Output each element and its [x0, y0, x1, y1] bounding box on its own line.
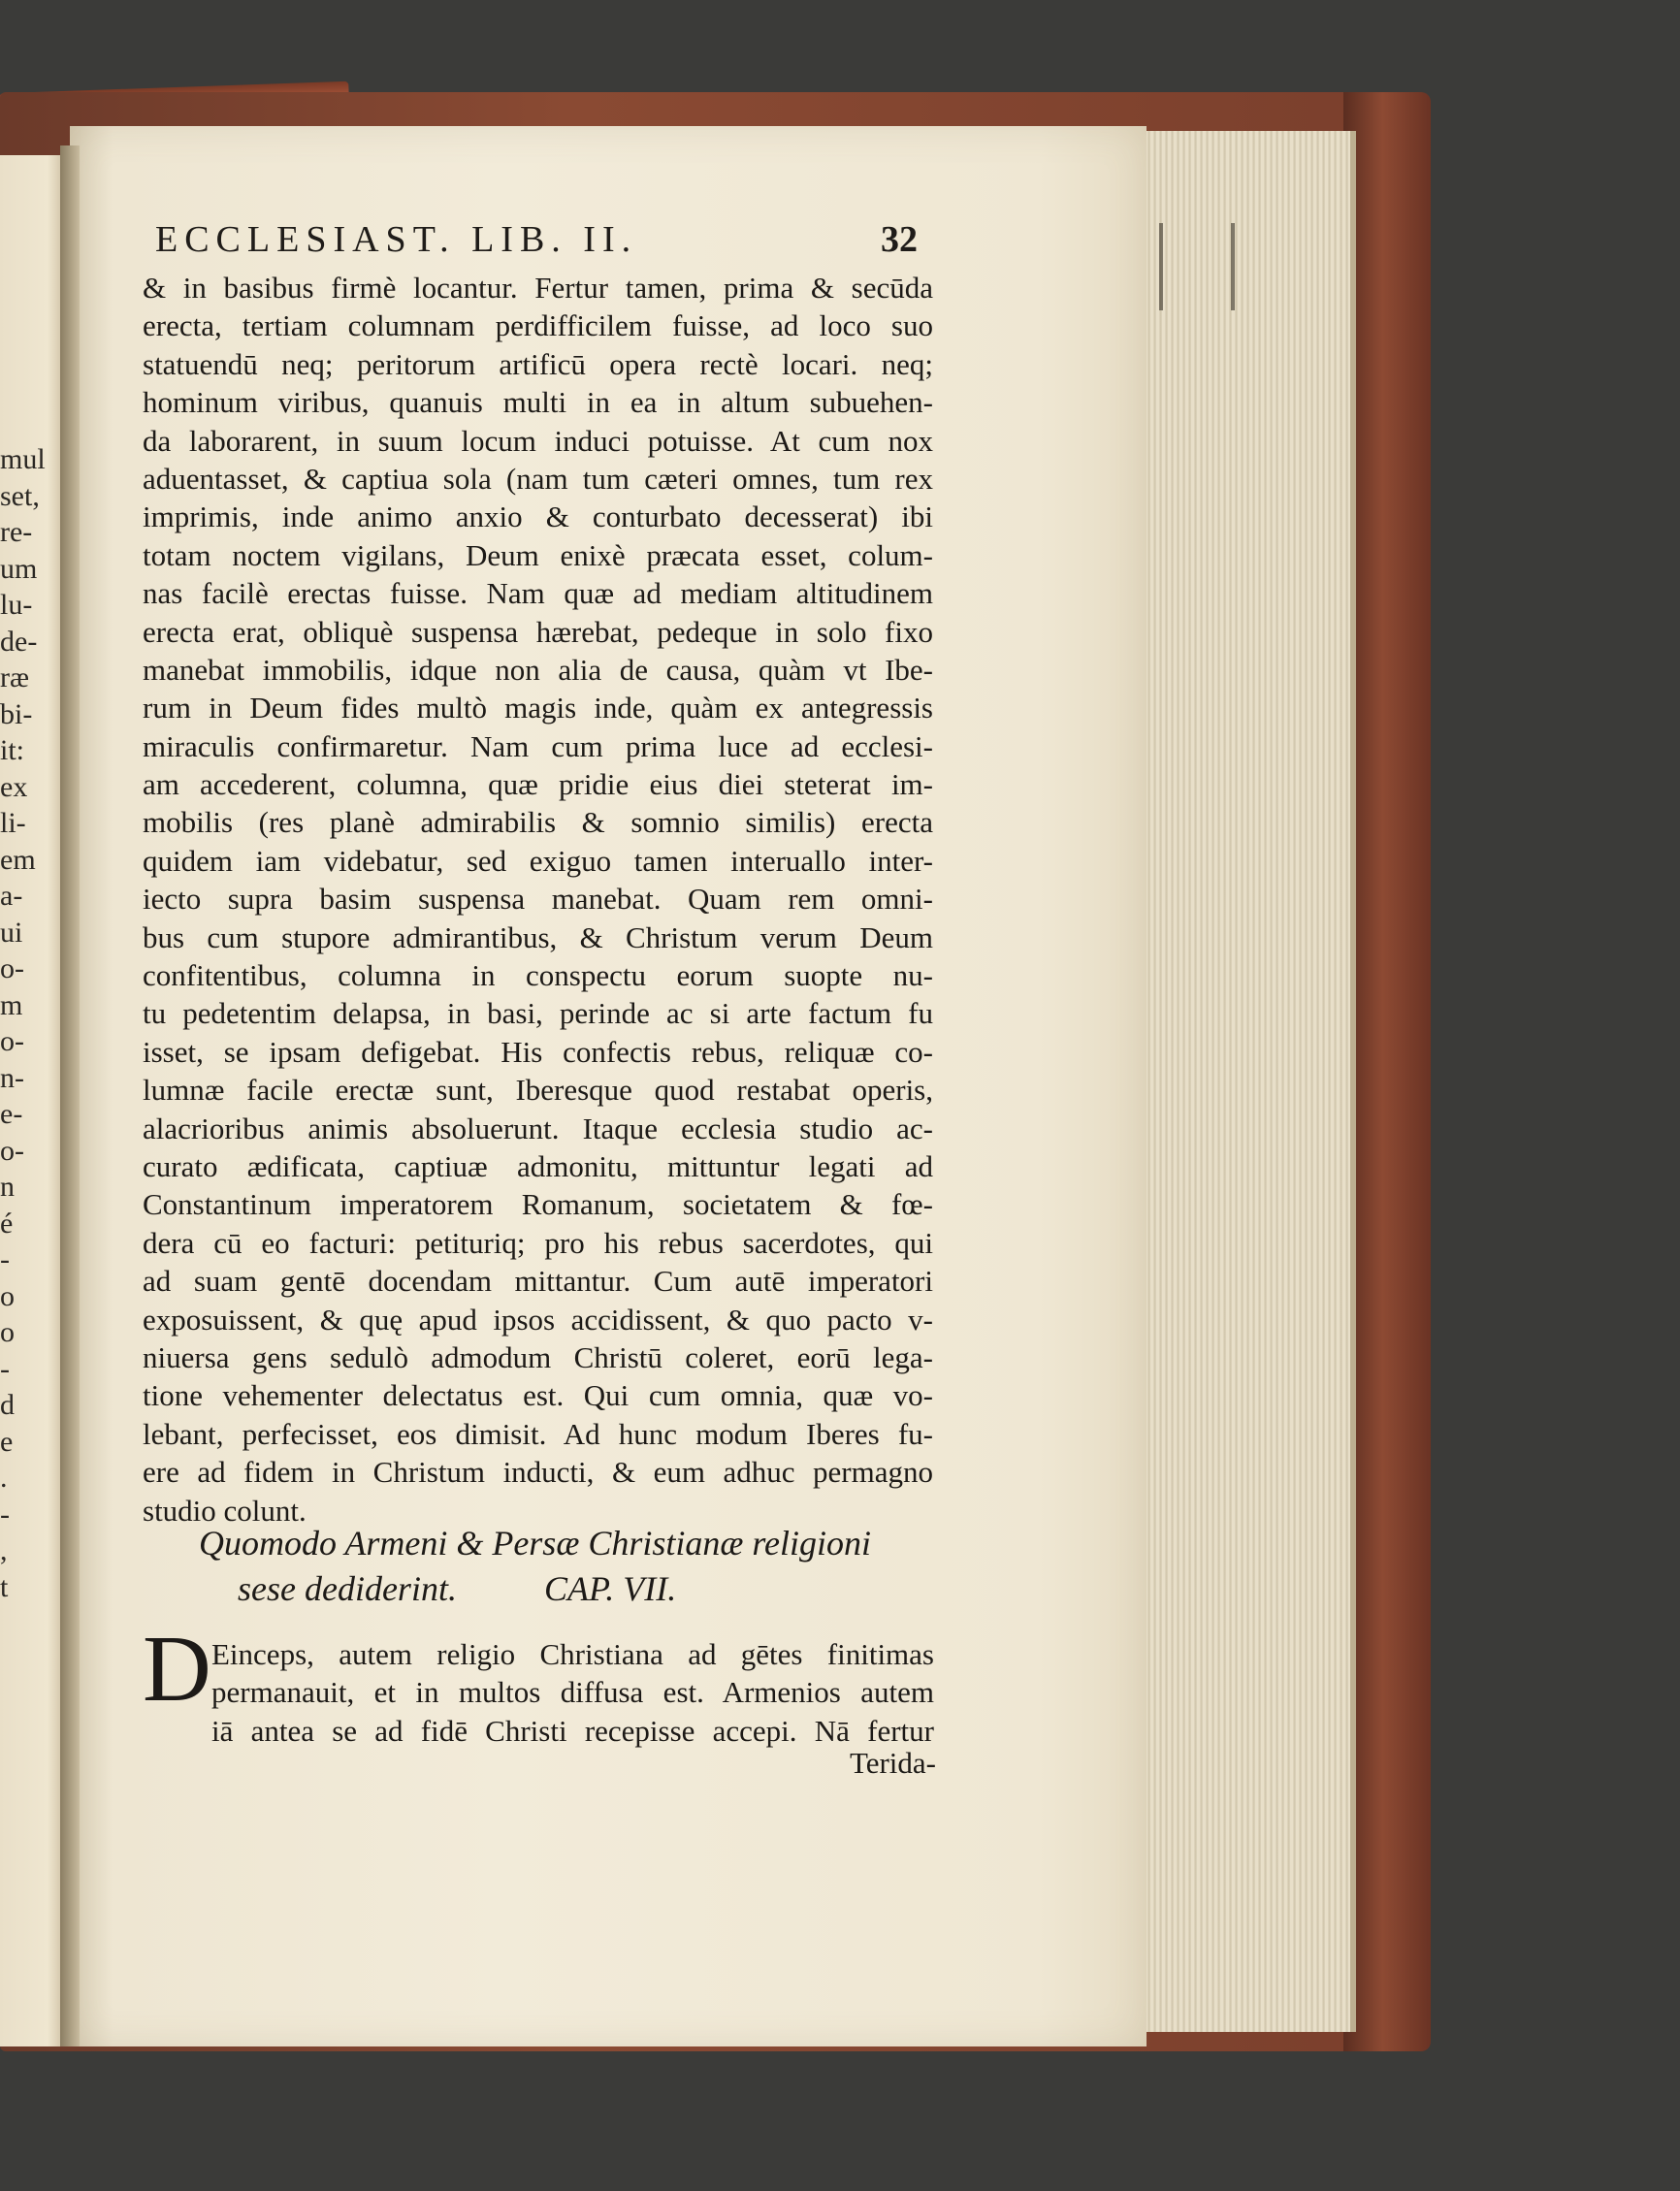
text-line: erecta erat, obliquè suspensa hærebat, pedeque in solo fixo [143, 614, 933, 649]
left-text-fragment: o [0, 1279, 15, 1312]
text-line: tione vehementer delectatus est. Qui cum omnia, quæ vo- [143, 1378, 933, 1413]
left-text-fragment: lu- [0, 589, 33, 621]
left-text-fragment: re- [0, 516, 33, 548]
text-line: manebat immobilis, idque non alia de causa, quàm vt Ibe- [143, 652, 933, 687]
left-page-text [0, 441, 58, 1605]
left-text-fragment: bi- [0, 697, 33, 730]
text-line: confitentibus, columna in conspectu eorum suopte nu- [143, 958, 933, 993]
text-line: alacrioribus animis absoluerunt. Itaque ecclesia studio ac- [143, 1111, 933, 1145]
thumb-tab [1159, 223, 1235, 310]
text-line: Einceps, autem religio Christiana ad gētes finitimas [211, 1637, 934, 1671]
text-line: aduentasset, & captiua sola (nam tum cæteri omnes, tum rex [143, 461, 933, 496]
text-line: ere ad fidem in Christum inducti, & eum adhuc permagno [143, 1455, 933, 1490]
left-page [0, 155, 68, 2046]
text-line: da laborarent, in suum locum induci potuisse. At cum nox [143, 423, 933, 458]
text-line: hominum viribus, quanuis multi in ea in altum subuehen- [143, 385, 933, 420]
left-text-fragment: , [0, 1534, 8, 1566]
chapter-title-line: Quomodo Armeni & Persæ Christianæ religioni [199, 1524, 872, 1563]
running-head: ECCLESIAST. LIB. II. [155, 219, 638, 260]
left-text-fragment: it: [0, 734, 25, 766]
left-text-fragment: em [0, 843, 36, 876]
left-text-fragment: e [0, 1425, 14, 1458]
text-line: lumnæ facile erectæ sunt, Iberesque quod restabat operis, [143, 1073, 933, 1108]
gutter [60, 145, 80, 2046]
left-text-fragment: o- [0, 1134, 24, 1167]
text-line: iā antea se ad fidē Christi recepisse accepi. Nā fertur [211, 1713, 934, 1748]
left-text-fragment: de- [0, 625, 38, 658]
text-line: isset, se ipsam defigebat. His confectis rebus, reliquæ co- [143, 1034, 933, 1069]
text-line: studio colunt. [143, 1493, 307, 1528]
text-line: miraculis confirmaretur. Nam cum prima luce ad ecclesi- [143, 728, 933, 763]
text-line: exposuissent, & quę apud ipsos accidissent, & quo pacto v- [143, 1302, 933, 1337]
left-text-fragment: o [0, 1316, 15, 1348]
text-line: iecto supra basim suspensa manebat. Quam rem omni- [143, 882, 933, 917]
left-text-fragment: o- [0, 1025, 24, 1057]
body-text [143, 269, 933, 1530]
left-text-fragment: - [0, 1352, 10, 1385]
chapter-text [211, 1635, 934, 1750]
page-number: 32 [881, 219, 918, 260]
left-text-fragment: li- [0, 807, 26, 839]
left-text-fragment: o- [0, 952, 24, 984]
chapter-title-line2: sese dediderint. [238, 1569, 457, 1608]
left-text-fragment: um [0, 552, 38, 585]
text-line: & in basibus firmè locantur. Fertur tamen, prima & secūda [143, 271, 933, 305]
text-line: dera cū eo facturi: petituriq; pro his rebus sacerdotes, qui [143, 1225, 933, 1260]
text-line: bus cum stupore admirantibus, & Christum verum Deum [143, 919, 933, 954]
text-line: permanauit, et in multos diffusa est. Armenios autem [211, 1675, 934, 1710]
left-text-fragment: mul [0, 443, 46, 475]
text-line: mobilis (res planè admirabilis & somnio similis) erecta [143, 805, 933, 840]
text-line: quidem iam videbatur, sed exiguo tamen interuallo inter- [143, 843, 933, 878]
left-text-fragment: n [0, 1171, 15, 1203]
left-text-fragment: set, [0, 479, 40, 512]
catchword: Terida- [849, 1746, 936, 1780]
text-line: tu pedetentim delapsa, in basi, perinde ac si arte factum fu [143, 996, 933, 1031]
left-text-fragment: ex [0, 770, 28, 803]
left-text-fragment: t [0, 1570, 9, 1603]
left-text-fragment: é [0, 1207, 14, 1240]
text-line: erecta, tertiam columnam perdifficilem fuisse, ad loco suo [143, 308, 933, 343]
left-text-fragment: d [0, 1389, 15, 1421]
page-edges [1145, 131, 1356, 2032]
left-text-fragment: ræ [0, 661, 29, 693]
chapter-title [199, 1521, 917, 1612]
left-text-fragment: e- [0, 1098, 23, 1130]
left-text-fragment: ui [0, 916, 23, 949]
drop-cap: D [143, 1617, 211, 1722]
book-spine-edge [1343, 92, 1431, 2051]
text-line: nas facilè erectas fuisse. Nam quæ ad mediam altitudinem [143, 576, 933, 611]
text-line: totam noctem vigilans, Deum enixè præcata esset, colum- [143, 537, 933, 572]
text-line: rum in Deum fides multò magis inde, quàm ex antegressis [143, 691, 933, 725]
text-line: am accederent, columna, quæ pridie eius diei steterat im- [143, 767, 933, 802]
left-text-fragment: m [0, 988, 23, 1021]
text-line: Constantinum imperatorem Romanum, societatem & fœ- [143, 1187, 933, 1222]
text-line: statuendū neq; peritorum artificū opera rectè locari. neq; [143, 346, 933, 381]
left-text-fragment: - [0, 1243, 10, 1275]
left-text-fragment: . [0, 1462, 8, 1494]
text-line: curato ædificata, captiuæ admonitu, mittuntur legati ad [143, 1148, 933, 1183]
text-line: ad suam gentē docendam mittantur. Cum autē imperatori [143, 1264, 933, 1299]
text-line: niuersa gens sedulò admodum Christū coleret, eorū lega- [143, 1339, 933, 1374]
left-text-fragment: n- [0, 1061, 24, 1094]
left-text-fragment: a- [0, 880, 23, 912]
chapter-title-line [199, 1566, 917, 1612]
chapter-number: CAP. VII. [543, 1569, 677, 1608]
text-line: imprimis, inde animo anxio & conturbato decesserat) ibi [143, 499, 933, 534]
text-line: lebant, perfecisset, eos dimisit. Ad hunc modum Iberes fu- [143, 1416, 933, 1451]
left-text-fragment: - [0, 1498, 10, 1530]
